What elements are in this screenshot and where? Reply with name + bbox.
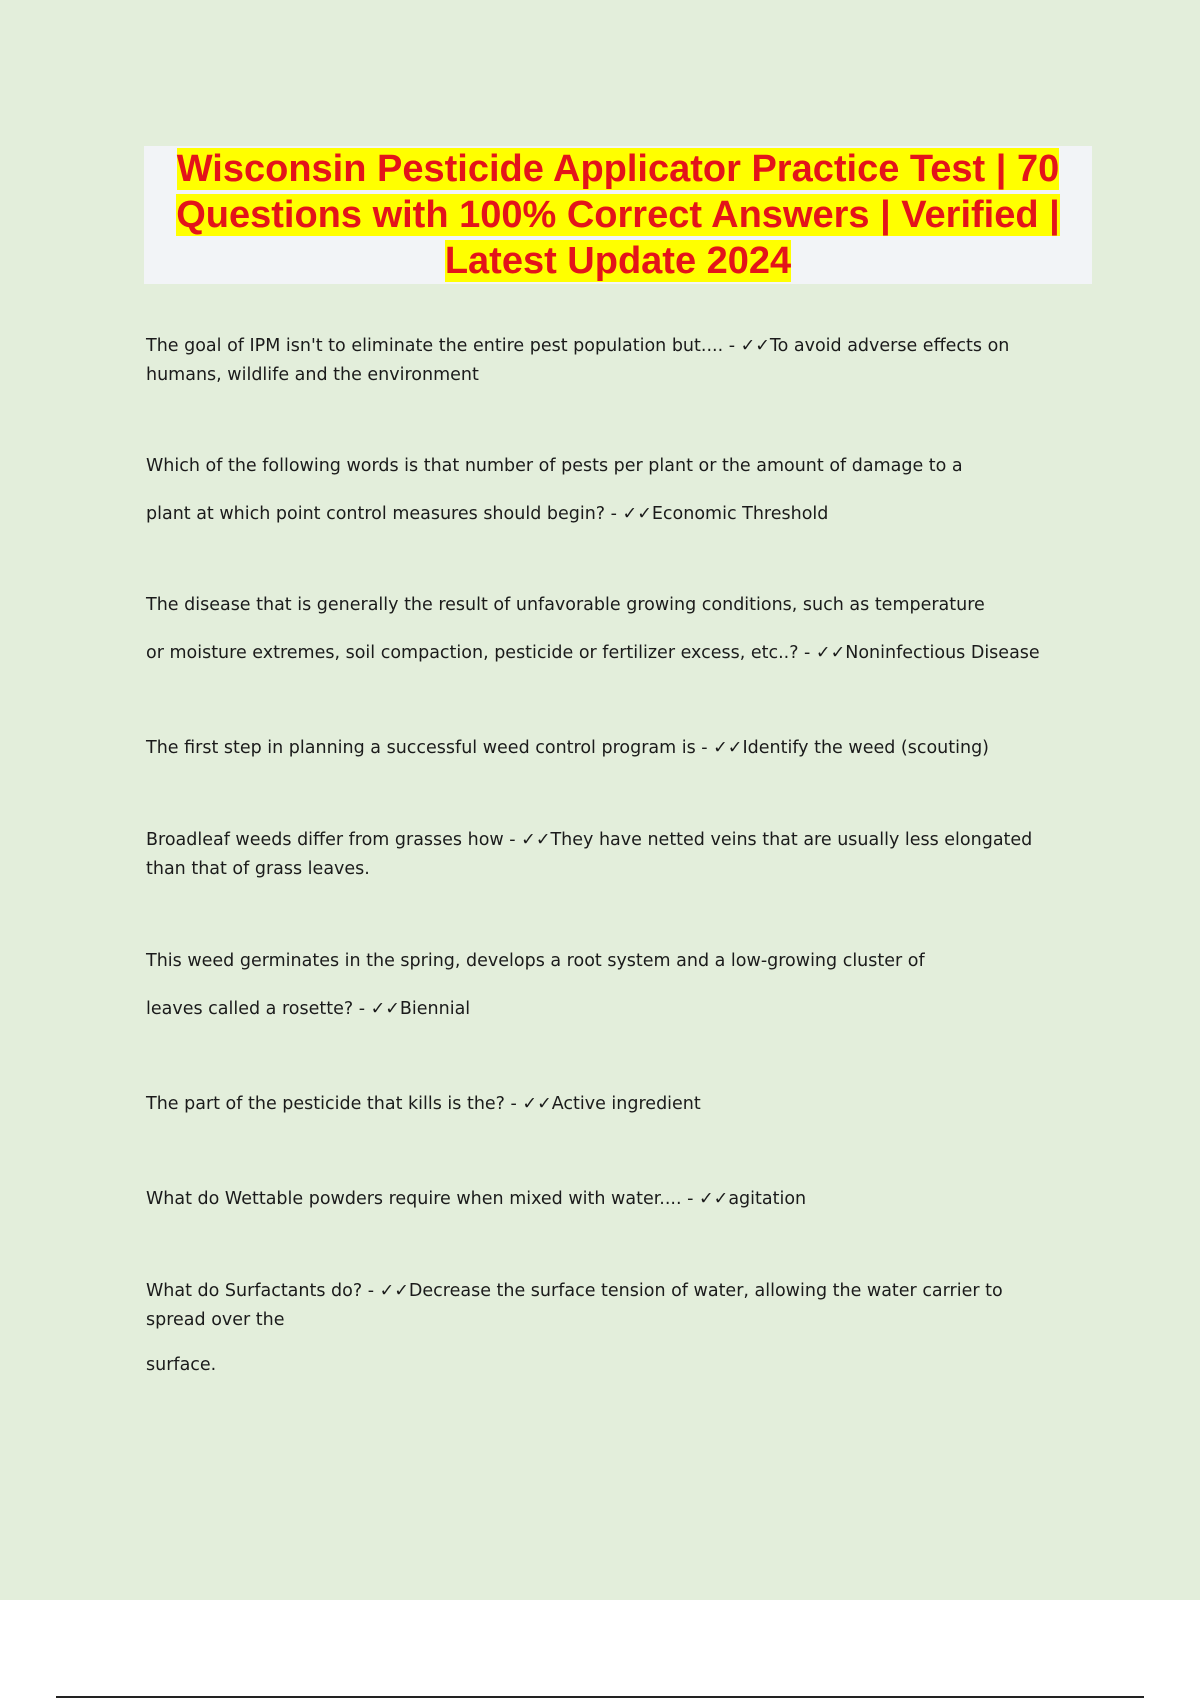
qa-line: humans, wildlife and the environment <box>146 365 479 385</box>
qa-line: The goal of IPM isn't to eliminate the entire pest population but.... - ✓✓To avoid adverse effects on <box>146 336 1010 356</box>
footer-rule <box>56 1696 1144 1698</box>
document-title: Wisconsin Pesticide Applicator Practice Test | 70 Questions with 100% Correct Answers | Verified | Latest Update 2024 <box>176 148 1060 282</box>
qa-item-3 <box>146 591 1066 668</box>
qa-line: surface. <box>146 1355 217 1375</box>
qa-line: or moisture extremes, soil compaction, pesticide or fertilizer excess, etc..? - ✓✓Noninfectious Disease <box>146 643 1040 663</box>
qa-item-9 <box>146 1277 1066 1380</box>
qa-item-1 <box>146 332 1066 390</box>
qa-line: Which of the following words is that number of pests per plant or the amount of damage to a <box>146 456 963 476</box>
qa-item-7 <box>146 1090 1066 1119</box>
qa-line: The disease that is generally the result of unfavorable growing conditions, such as temperature <box>146 595 985 615</box>
qa-item-6 <box>146 947 1066 1024</box>
qa-line: leaves called a rosette? - ✓✓Biennial <box>146 999 471 1019</box>
qa-item-2 <box>146 452 1066 529</box>
qa-line: What do Surfactants do? - ✓✓Decrease the surface tension of water, allowing the water carrier to <box>146 1281 1003 1301</box>
qa-item-8 <box>146 1185 1066 1214</box>
qa-line: than that of grass leaves. <box>146 859 370 879</box>
qa-line: What do Wettable powders require when mixed with water.... - ✓✓agitation <box>146 1189 807 1209</box>
qa-line: Broadleaf weeds differ from grasses how - ✓✓They have netted veins that are usually less elongated <box>146 830 1033 850</box>
qa-line: plant at which point control measures should begin? - ✓✓Economic Threshold <box>146 504 829 524</box>
qa-item-5 <box>146 826 1066 884</box>
qa-line: The first step in planning a successful weed control program is - ✓✓Identify the weed (scouting) <box>146 738 990 758</box>
qa-line: This weed germinates in the spring, develops a root system and a low-growing cluster of <box>146 951 925 971</box>
qa-line: spread over the <box>146 1310 285 1330</box>
qa-line: The part of the pesticide that kills is the? - ✓✓Active ingredient <box>146 1094 701 1114</box>
qa-item-4 <box>146 734 1066 763</box>
title-box <box>144 146 1092 284</box>
